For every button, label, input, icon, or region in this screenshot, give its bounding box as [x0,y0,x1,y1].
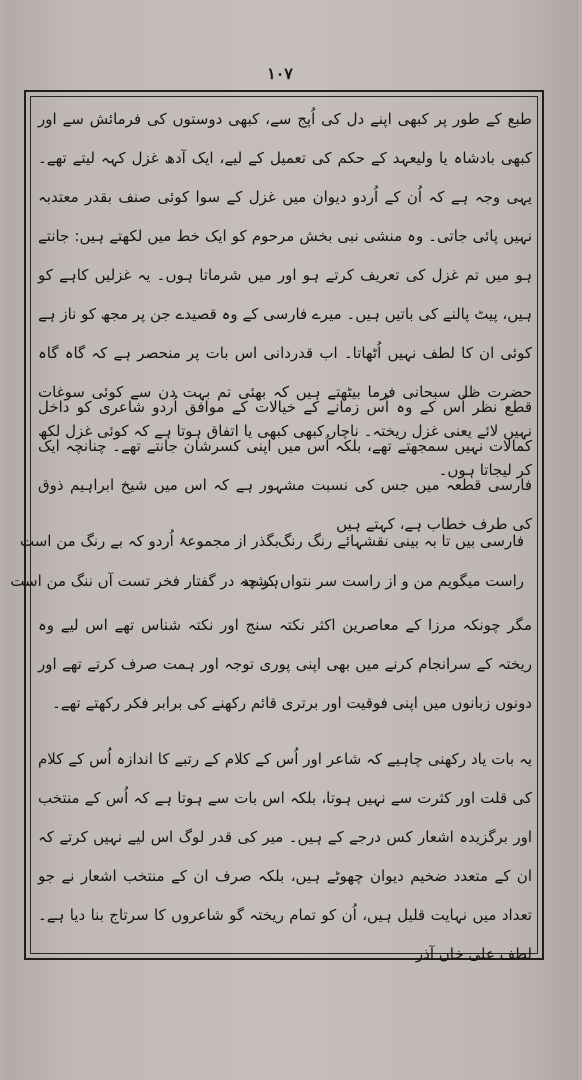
couplet-2-first-line: راست میگویم من و از راست سر نتواں کشید [242,572,524,590]
couplet-1-second-line: بگذر از مجموعۂ اُردو کہ بے رنگ من است [20,532,279,550]
paragraph-4: یہ بات یاد رکھنی چاہیے کہ شاعر اور اُس کے کلام کے رتبے کا اندازہ اُس کے کلام کی قلت اور کثرت سے نہیں ہوتا، بلکہ اس بات سے ہوتا ہے کہ اُس کے منتخب اور برگزیدہ اشعار کس درجے کے ہیں۔ میر کی قدر لوگ اس لیے نہیں کرتے کہ ان کے متعدد ضخیم دیوان چھوٹے ہیں، بلکہ صرف ان کے منتخب اشعار نے جو تعداد میں نہایت قلیل ہیں، اُن کو تمام ریختہ گو شاعروں کا سرتاج بنا دیا ہے۔ لطف علی خاں آذر [38,750,532,963]
couplet-1-first-line: فارسی بیں تا بہ بینی نقشہائے رنگ رنگ [277,532,524,550]
book-page [4,0,578,1080]
paragraph-3: مگر چونکہ مرزا کے معاصرین اکثر نکتہ سنج اور نکتہ شناس تھے اس لیے وہ ریختہ کے سرانجام کرنے میں بھی اپنی پوری توجہ اور ہمت صرف کرتے تھے اور دونوں زبانوں میں اپنی فوقیت اور برتری قائم رکھنے کی برابر فکر رکھتے تھے۔ [38,616,532,712]
paragraph-1: طبع کے طور پر کبھی اپنے دل کی اُپج سے، کبھی دوستوں کی فرمائش سے اور کبھی بادشاہ یا ولیعہد کے حکم کی تعمیل کے لیے، ایک آدھ غزل کہہ لیتے تھے۔ یہی وجہ ہے کہ اُن کے اُردو دیوان میں غزل کے سوا کوئی صنف بقدر معتدبہ نہیں پائی جاتی۔ وہ منشی نبی بخش مرحوم کو ایک خط میں لکھتے ہیں: جانتے ہو میں تم غزل کی تعریف کرتے ہو اور میں شرماتا ہوں۔ یہ غزلیں کاہے کو ہیں، پیٹ پالنے کی باتیں ہیں۔ میرے فارسی کے وہ قصیدے جن پر مجھ کو ناز ہے کوئی ان کا لطف نہیں اُٹھاتا۔ اب قدردانی اس بات پر منحصر ہے کہ گاہ گاہ حضرت ظل سبحانی فرما بیٹھتے ہیں کہ بھئی تم بہت دن سے کوئی سوغات نہیں لائے یعنی غزل ریختہ۔ ناچار کبھی کبھی یا اتفاق ہوتا ہے کہ کوئی غزل لکھ کر لیجاتا ہوں۔ [38,110,532,479]
page-number: ۱۰۷ [267,64,293,83]
paragraph-2: قطع نظر اُس کے وہ اُس زمانے کے خیالات کے موافق اُردو شاعری کو داخل کمالات نہیں سمجھتے تھے، بلکہ اُس میں اپنی کسرشان جانتے تھے۔ چنانچہ ایک فارسی قطعہ میں جس کی نسبت مشہور ہے کہ اس میں شیخ ابراہیم ذوق کی طرف خطاب ہے، کہتے ہیں [38,398,532,533]
couplet-2 [10,566,524,604]
couplet-2-second-line: ہر چہ در گفتار فخر تست آں ننگ من است [10,572,279,590]
couplet-1 [20,526,524,564]
